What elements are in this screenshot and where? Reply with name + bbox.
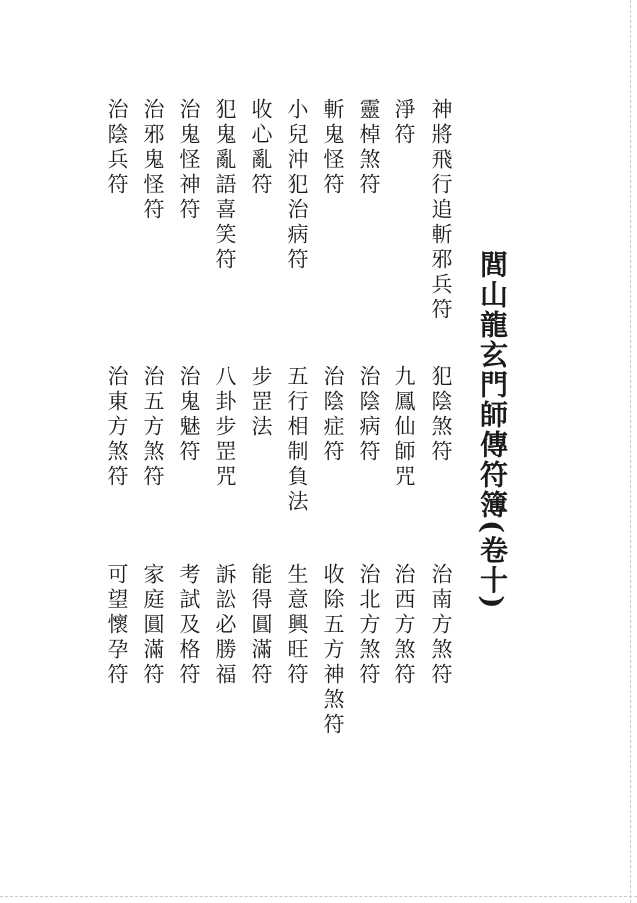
toc-entry: 小兒沖犯治病符: [285, 98, 309, 273]
scan-edge-right: [629, 0, 631, 903]
toc-entry: 淨符: [392, 98, 416, 148]
toc-entry: 考試及格符: [177, 563, 201, 688]
toc-entry: 步罡法: [249, 365, 273, 440]
toc-entry: 治鬼怪神符: [177, 98, 201, 223]
scan-edge-bottom: [0, 895, 637, 897]
toc-entry: 家庭圓滿符: [141, 563, 165, 688]
toc-entry: 治鬼魅符: [177, 365, 201, 465]
toc-entry: 可望懷孕符: [105, 563, 129, 688]
toc-entry: 訴訟必勝福: [213, 563, 237, 688]
toc-entry: 治西方煞符: [392, 563, 416, 688]
toc-entry: 治陰病符: [357, 365, 381, 465]
toc-entry: 神將飛行追斬邪兵符: [429, 98, 453, 323]
toc-entry: 收心亂符: [249, 98, 273, 198]
toc-entry: 治東方煞符: [105, 365, 129, 490]
toc-entry: 靈棹煞符: [357, 98, 381, 198]
toc-entry: 犯鬼亂語喜笑符: [213, 98, 237, 273]
page-title: 閭山龍玄門師傳符簿(卷十): [476, 250, 509, 611]
toc-entry: 治南方煞符: [429, 563, 453, 688]
toc-entry: 治北方煞符: [357, 563, 381, 688]
toc-entry: 九鳳仙師咒: [392, 365, 416, 490]
toc-entry: 斬鬼怪符: [321, 98, 345, 198]
toc-entry: 生意興旺符: [285, 563, 309, 688]
toc-entry: 八卦步罡咒: [213, 365, 237, 490]
toc-entry: 能得圓滿符: [249, 563, 273, 688]
toc-entry: 治五方煞符: [141, 365, 165, 490]
toc-entry: 治陰兵符: [105, 98, 129, 198]
toc-entry: 五行相制負法: [285, 365, 309, 515]
toc-entry: 收除五方神煞符: [321, 563, 345, 738]
toc-entry: 治邪鬼怪符: [141, 98, 165, 223]
toc-entry: 犯陰煞符: [429, 365, 453, 465]
toc-entry: 治陰症符: [321, 365, 345, 465]
